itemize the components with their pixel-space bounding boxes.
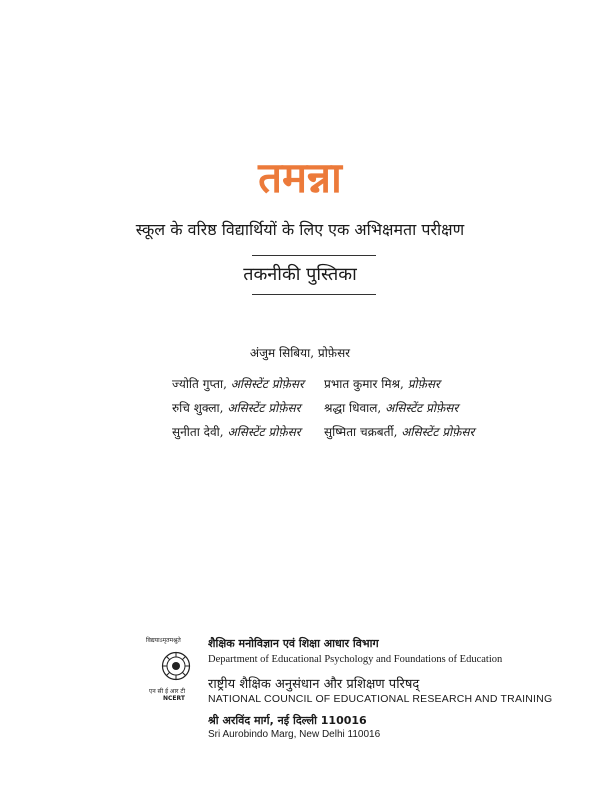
address-hindi: श्री अरविंद मार्ग, नई दिल्ली 110016 xyxy=(208,714,367,727)
ncert-logo-icon xyxy=(161,651,191,681)
author-entry xyxy=(172,375,304,392)
author-name: ज्योति गुप्ता, xyxy=(172,377,227,391)
logo-tagline: विद्ययाऽमृतमश्नुते xyxy=(146,637,181,644)
author-name: श्रद्धा धिवाल, xyxy=(324,401,382,415)
council-hindi: राष्ट्रीय शैक्षिक अनुसंधान और प्रशिक्षण परिषद् xyxy=(208,677,420,692)
divider-top xyxy=(252,255,376,256)
book-title: तमन्ना xyxy=(258,153,342,202)
author-name: रुचि शुक्ला, xyxy=(172,401,224,415)
author-name: सुष्मिता चक्रबर्ती, xyxy=(324,425,398,439)
author-name: प्रभात कुमार मिश्र, xyxy=(324,377,404,391)
booklet-title: तकनीकी पुस्तिका xyxy=(243,264,357,285)
author-entry xyxy=(324,375,440,392)
logo-hindi-text: एन सी ई आर टी xyxy=(149,688,185,695)
lead-author xyxy=(0,344,600,361)
author-entry xyxy=(172,423,301,440)
publisher-block xyxy=(146,634,553,744)
author-role: प्रोफ़ेसर xyxy=(317,346,351,360)
author-entry xyxy=(324,423,474,440)
author-role: असिस्टेंट प्रोफ़ेसर xyxy=(227,401,301,415)
divider-bottom xyxy=(252,294,376,295)
book-subtitle: स्कूल के वरिष्ठ विद्यार्थियों के लिए एक अभिक्षमता परीक्षण xyxy=(135,220,465,239)
author-entry xyxy=(172,399,301,416)
author-role: असिस्टेंट प्रोफ़ेसर xyxy=(385,401,459,415)
department-hindi: शैक्षिक मनोविज्ञान एवं शिक्षा आधार विभाग xyxy=(208,637,379,650)
author-role: प्रोफ़ेसर xyxy=(407,377,440,391)
logo-english-text: NCERT xyxy=(163,695,185,702)
author-role: असिस्टेंट प्रोफ़ेसर xyxy=(230,377,304,391)
author-role: असिस्टेंट प्रोफ़ेसर xyxy=(401,425,475,439)
author-name: अंजुम सिबिया, xyxy=(249,346,315,360)
author-entry xyxy=(324,399,458,416)
author-role: असिस्टेंट प्रोफ़ेसर xyxy=(227,425,301,439)
author-name: सुनीता देवी, xyxy=(172,425,224,439)
address-english: Sri Aurobindo Marg, New Delhi 110016 xyxy=(208,729,381,740)
department-english: Department of Educational Psychology and Foundations of Education xyxy=(208,654,503,665)
council-english: NATIONAL COUNCIL OF EDUCATIONAL RESEARCH AND TRAINING xyxy=(208,693,553,705)
